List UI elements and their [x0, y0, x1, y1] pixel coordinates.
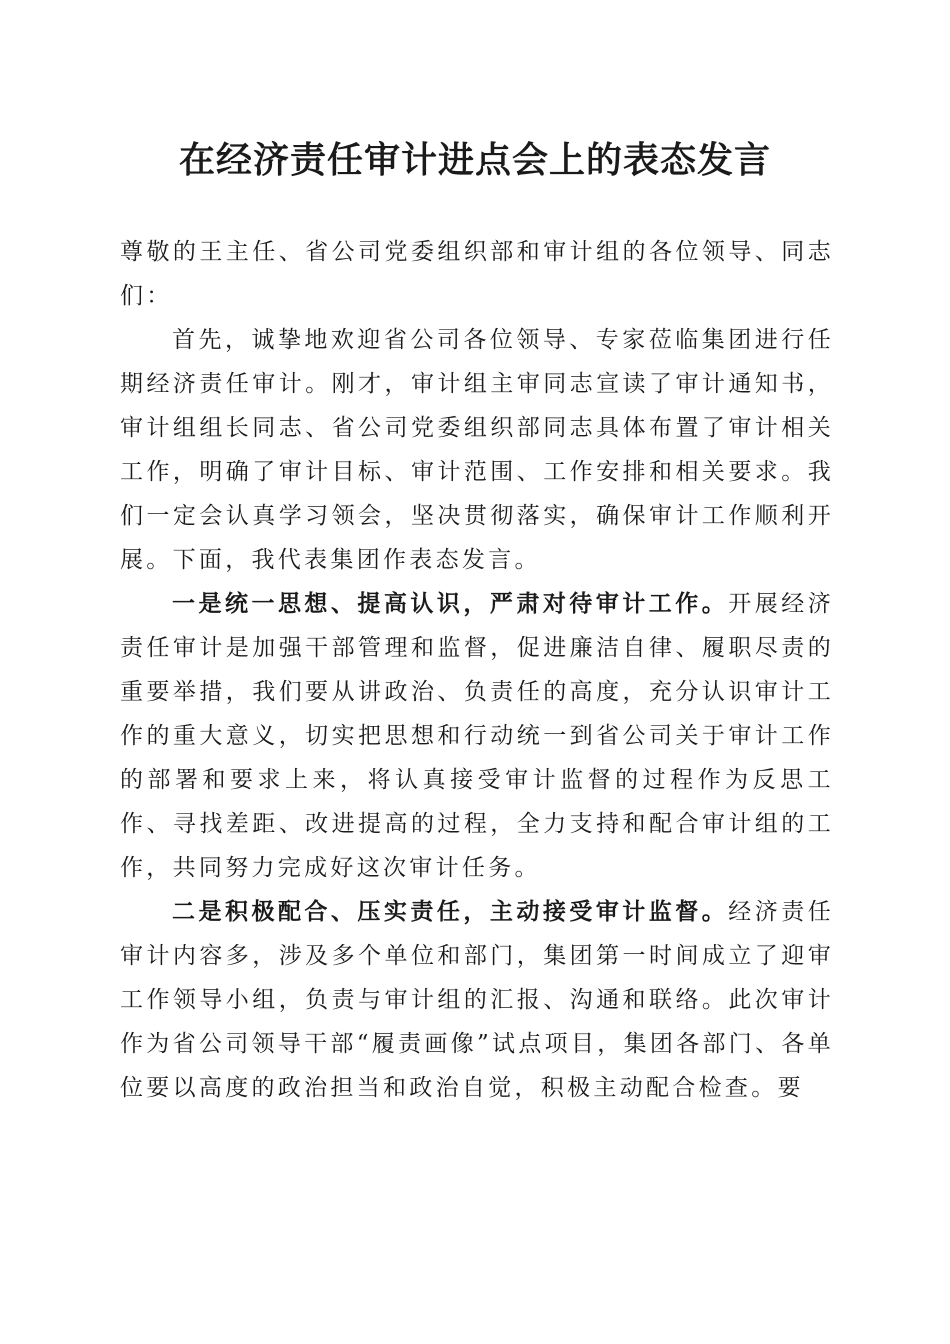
- paragraph-opening: [120, 318, 834, 582]
- salutation: 尊敬的王主任、省公司党委组织部和审计组的各位领导、同志们：: [120, 239, 834, 309]
- paragraph-point-one: [120, 582, 834, 890]
- document-title: 在经济责任审计进点会上的表态发言: [178, 139, 771, 181]
- paragraph-text: 经济责任审计内容多，涉及多个单位和部门，集团第一时间成立了迎审工作领导小组，负责与审计组的汇报、沟通和联络。此次审计作为省公司领导干部“履责画像”试点项目，集团各部门、各单位要以高度的政治担当和政治自觉，积极主动配合检查。要: [120, 899, 834, 1101]
- paragraph-text: 开展经济责任审计是加强干部管理和监督，促进廉洁自律、履职尽责的重要举措，我们要从讲政治、负责任的高度，充分认识审计工作的重大意义，切实把思想和行动统一到省公司关于审计工作的部署和要求上来，将认真接受审计监督的过程作为反思工作、寻找差距、改进提高的过程，全力支持和配合审计组的工作，共同努力完成好这次审计任务。: [120, 591, 834, 881]
- document-body: [120, 230, 834, 1110]
- paragraph-text: 首先，诚挚地欢迎省公司各位领导、专家莅临集团进行任期经济责任审计。刚才，审计组主审同志宣读了审计通知书，审计组组长同志、省公司党委组织部同志具体布置了审计相关工作，明确了审计目标、审计范围、工作安排和相关要求。我们一定会认真学习领会，坚决贯彻落实，确保审计工作顺利开展。下面，我代表集团作表态发言。: [120, 327, 834, 573]
- paragraph-point-two: [120, 890, 834, 1110]
- paragraph-lead: 一是统一思想、提高认识，严肃对待审计工作。: [172, 590, 729, 617]
- paragraph-lead: 二是积极配合、压实责任，主动接受审计监督。: [172, 898, 729, 925]
